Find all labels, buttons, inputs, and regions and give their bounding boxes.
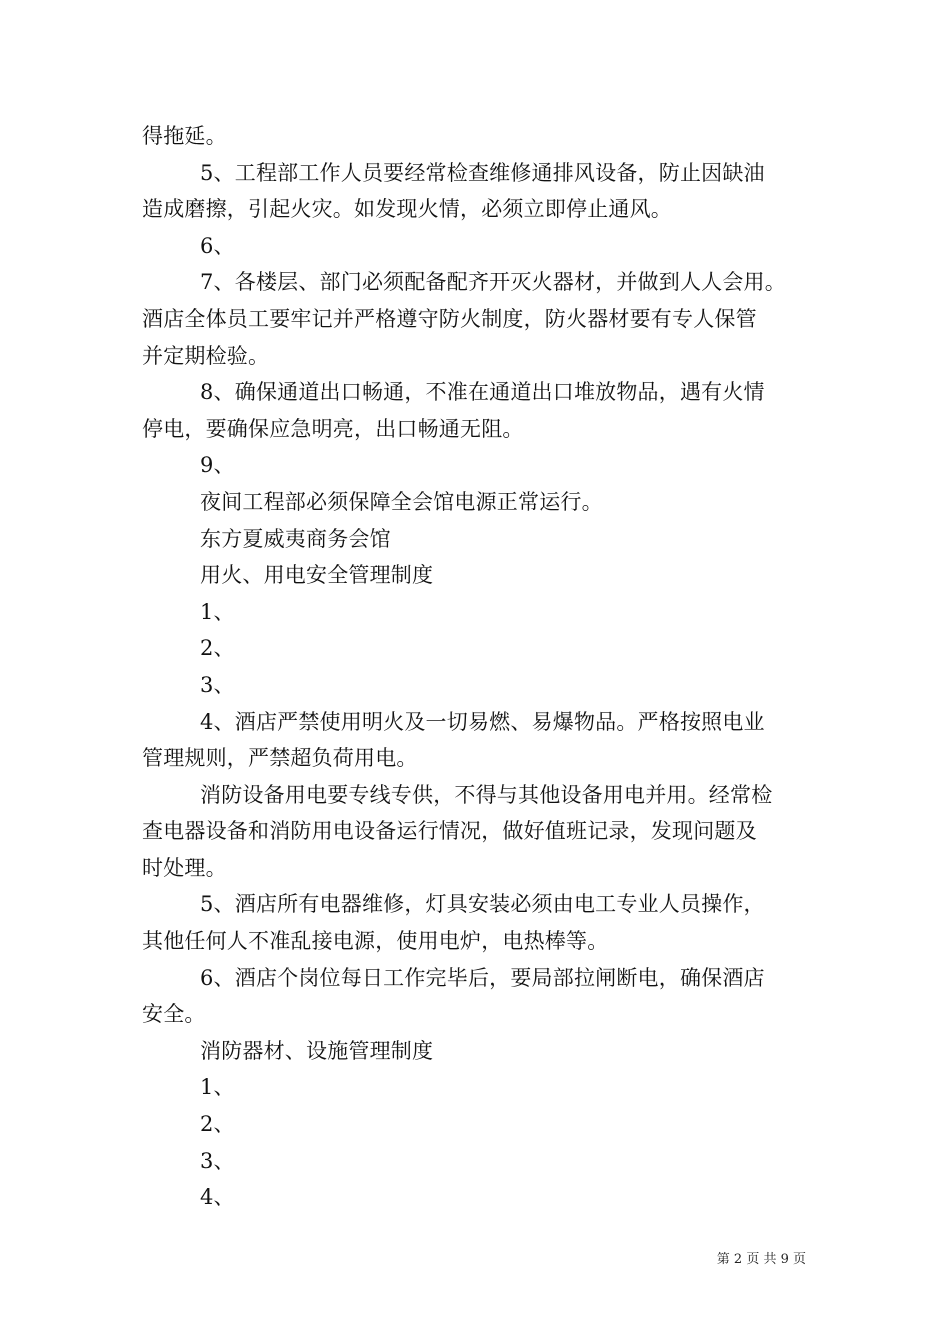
text-line: 2、 [200,636,235,661]
text-line: 8、确保通道出口畅通，不准在通道出口堆放物品，遇有火情 [200,380,765,405]
text-line: 7、各楼层、部门必须配备配齐开灭火器材，并做到人人会用。 [200,270,786,295]
text-line: 9、 [200,453,235,478]
text-line: 时处理。 [142,855,227,880]
section-company-name: 东方夏威夷商务会馆 [200,526,391,551]
text-line: 管理规则，严禁超负荷用电。 [142,746,418,771]
text-line: 造成磨擦，引起火灾。如发现火情，必须立即停止通风。 [142,197,672,222]
text-line: 1、 [200,599,235,624]
text-line: 停电，要确保应急明亮，出口畅通无阻。 [142,416,524,441]
text-line: 6、 [200,233,235,258]
text-line: 3、 [200,672,235,697]
text-line: 安全。 [142,1002,206,1027]
text-line: 5、酒店所有电器维修，灯具安装必须由电工专业人员操作， [200,892,765,917]
section-title: 用火、用电安全管理制度 [200,563,434,588]
text-line: 5、工程部工作人员要经常检查维修通排风设备，防止因缺油 [200,160,765,185]
page-number-footer: 第 2 页 共 9 页 [716,1252,806,1267]
text-line: 酒店全体员工要牢记并严格遵守防火制度，防火器材要有专人保管 [142,306,757,331]
text-line: 2、 [200,1112,235,1137]
text-line: 消防设备用电要专线专供，不得与其他设备用电并用。经常检 [200,782,773,807]
text-line: 4、 [200,1185,235,1210]
text-line: 3、 [200,1148,235,1173]
text-line: 6、酒店个岗位每日工作完毕后，要局部拉闸断电，确保酒店 [200,965,765,990]
document-body [142,118,812,1216]
text-line: 4、酒店严禁使用明火及一切易燃、易爆物品。严格按照电业 [200,709,765,734]
text-line: 得拖延。 [142,124,227,148]
text-line: 1、 [200,1075,235,1100]
text-line: 夜间工程部必须保障全会馆电源正常运行。 [200,489,603,514]
text-line: 查电器设备和消防用电设备运行情况，做好值班记录，发现问题及 [142,819,757,844]
section-title: 消防器材、设施管理制度 [200,1038,434,1063]
text-line: 并定期检验。 [142,343,270,368]
text-line: 其他任何人不准乱接电源，使用电炉，电热棒等。 [142,929,609,954]
